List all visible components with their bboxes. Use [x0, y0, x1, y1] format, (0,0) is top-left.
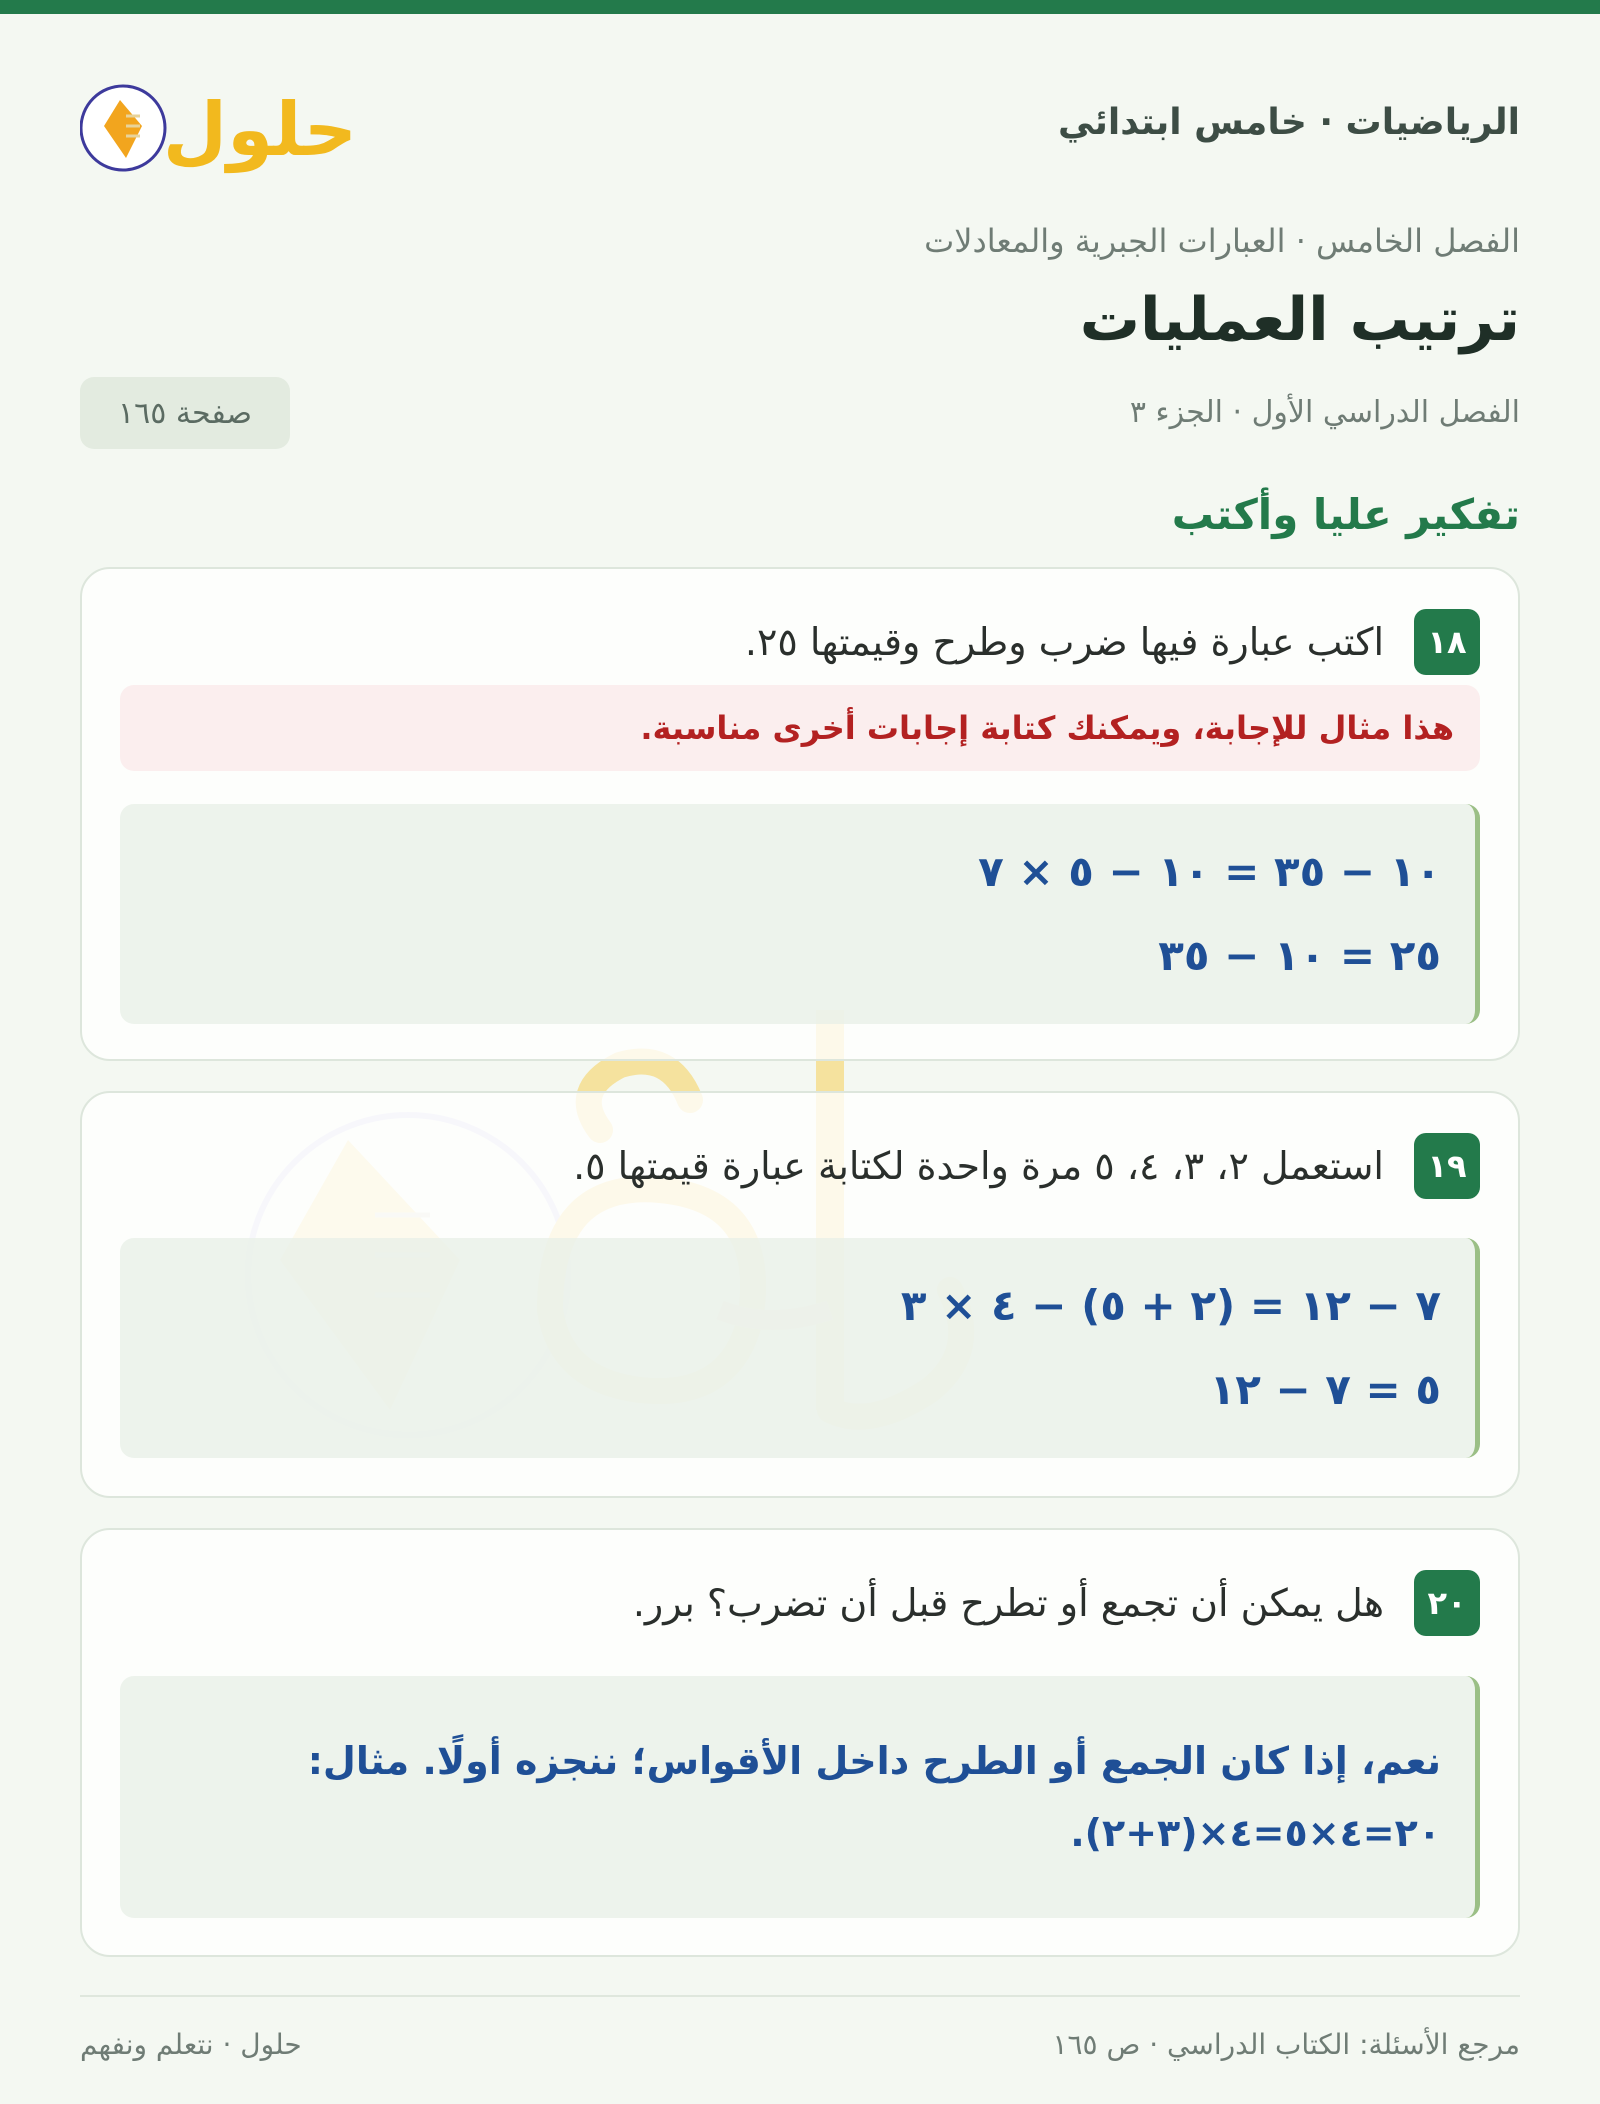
answer-box: [120, 804, 1480, 1024]
section-title: تفكير عليا وأكتب: [1171, 490, 1520, 539]
hulul-logo[interactable]: [80, 60, 370, 180]
logo-text: حلول: [162, 87, 358, 173]
semester-label: الفصل الدراسي الأول · الجزء ٣: [1129, 395, 1520, 430]
question-card-19: [80, 1091, 1520, 1498]
question-card-20: [80, 1528, 1520, 1957]
answer-box: [120, 1238, 1480, 1458]
answer-line: ٥ = ٧ − ١٢: [1209, 1365, 1441, 1414]
answer-line: نعم، إذا كان الجمع أو الطرح داخل الأقواس؛ ننجزه أولًا. مثال:: [307, 1739, 1441, 1783]
footer-divider: [80, 1995, 1520, 1997]
question-number-badge: ٢٠: [1414, 1570, 1480, 1636]
answer-line: .٢٠=٤×٥=٤×(٣+٢): [1070, 1811, 1441, 1855]
breadcrumb: الفصل الخامس · العبارات الجبرية والمعادلات: [924, 222, 1520, 260]
page-number-badge: صفحة ١٦٥: [80, 377, 290, 449]
subject-title: الرياضيات · خامس ابتدائي: [1057, 102, 1520, 143]
footer-reference: مرجع الأسئلة: الكتاب الدراسي · ص ١٦٥: [1052, 2028, 1520, 2061]
answer-line: ١٠ − ٣٥ = ١٠ − ٥ × ٧: [978, 847, 1441, 896]
page-title: ترتيب العمليات: [1079, 285, 1520, 355]
question-text: استعمل ٢، ٣، ٤، ٥ مرة واحدة لكتابة عبارة قيمتها ٥.: [573, 1144, 1384, 1188]
page-header: [80, 60, 1520, 180]
question-card-18: [80, 567, 1520, 1061]
question-text: هل يمكن أن تجمع أو تطرح قبل أن تضرب؟ برر.: [632, 1581, 1384, 1625]
question-number-badge: ١٨: [1414, 609, 1480, 675]
footer-brand: حلول · نتعلم ونفهم: [80, 2028, 302, 2061]
question-number-badge: ١٩: [1414, 1133, 1480, 1199]
question-text: اكتب عبارة فيها ضرب وطرح وقيمتها ٢٥.: [744, 620, 1384, 664]
answer-line: ٧ − ١٢ = (٢ + ٥) − ٤ × ٣: [900, 1281, 1441, 1330]
answer-note: هذا مثال للإجابة، ويمكنك كتابة إجابات أخرى مناسبة.: [120, 685, 1480, 771]
answer-box: [120, 1676, 1480, 1918]
answer-line: ٢٥ = ١٠ − ٣٥: [1158, 931, 1441, 980]
